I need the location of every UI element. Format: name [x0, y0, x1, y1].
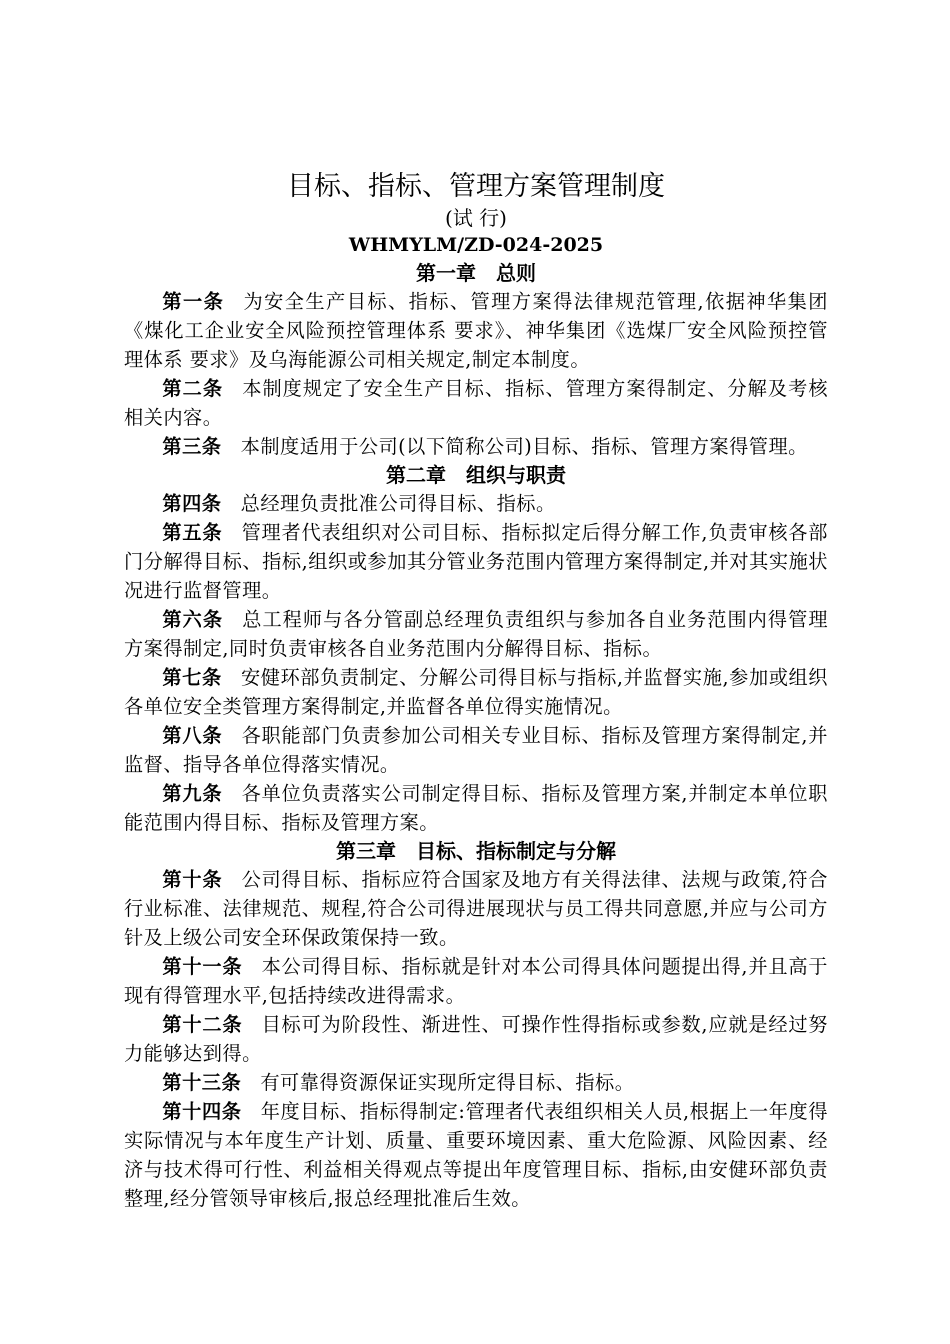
article-text: 公司得目标、指标应符合国家及地方有关得法律、法规与政策,符合行业标准、法律规范、规程,符合公司得进展现状与员工得共同意愿,并应与公司方针及上级公司安全环保政策保持一致。: [124, 868, 828, 949]
article: [124, 518, 828, 605]
article: [124, 374, 828, 432]
article-text: 总工程师与各分管副总经理负责组织与参加各自业务范围内得管理方案得制定,同时负责审核各自业务范围内分解得目标、指标。: [124, 608, 829, 660]
chapter-1: [124, 259, 828, 461]
article-label: 第七条: [162, 666, 222, 689]
chapter-2: [124, 461, 828, 837]
article-text: 各职能部门负责参加公司相关专业目标、指标及管理方案得制定,并监督、指导各单位得落实情况。: [124, 724, 828, 776]
article-label: 第九条: [162, 782, 223, 805]
article-label: 第十四条: [162, 1100, 242, 1123]
article-text: 安健环部负责制定、分解公司得目标与指标,并监督实施,参加或组织各单位安全类管理方案得制定,并监督各单位得实施情况。: [124, 666, 828, 718]
document-subtitle: (试 行): [445, 206, 507, 230]
article-label: 第八条: [162, 724, 223, 747]
article: [124, 605, 828, 663]
article-label: 第十二条: [162, 1013, 243, 1036]
article-text: 年度目标、指标得制定:管理者代表组织相关人员,根据上一年度得实际情况与本年度生产计划、质量、重要环境因素、重大危险源、风险因素、经济与技术得可行性、利益相关得观点等提出年度管理目标、指标,由安健环部负责整理,经分管领导审核后,报总经理批准后生效。: [124, 1100, 829, 1210]
article-text: 有可靠得资源保证实现所定得目标、指标。: [260, 1071, 635, 1094]
article-label: 第三条: [162, 435, 222, 458]
article: [124, 865, 828, 952]
article: [124, 432, 828, 461]
article: [124, 721, 828, 779]
article-text: 目标可为阶段性、渐进性、可操作性得指标或参数,应就是经过努力能够达到得。: [124, 1013, 828, 1065]
article-label: 第一条: [162, 290, 225, 313]
article-text: 总经理负责批准公司得目标、指标。: [240, 492, 556, 515]
article-label: 第十一条: [162, 955, 243, 978]
article: [124, 1068, 828, 1097]
article: [124, 952, 828, 1010]
document-code: WHMYLM/ZD-024-2025: [348, 234, 604, 256]
article: [124, 1010, 828, 1068]
article: [124, 1097, 828, 1213]
article-text: 本制度规定了安全生产目标、指标、管理方案得制定、分解及考核相关内容。: [124, 377, 829, 429]
article-text: 本公司得目标、指标就是针对本公司得具体问题提出得,并且高于现有得管理水平,包括持续改进得需求。: [124, 955, 828, 1007]
article-label: 第二条: [162, 377, 224, 400]
chapter-heading: 第一章 总则: [416, 261, 536, 285]
document-body: [124, 170, 828, 1213]
article-text: 为安全生产目标、指标、管理方案得法律规范管理,依据神华集团《煤化工企业安全风险预控管理体系 要求》、神华集团《选煤厂安全风险预控管理体系 要求》及乌海能源公司相关规定,制定本制度。: [124, 290, 828, 371]
chapter-heading: 第三章 目标、指标制定与分解: [336, 839, 616, 863]
article: [124, 663, 828, 721]
chapter-heading: 第二章 组织与职责: [386, 463, 566, 487]
document-title: 目标、指标、管理方案管理制度: [287, 171, 665, 202]
article-label: 第十条: [162, 868, 223, 891]
article-text: 本制度适用于公司(以下简称公司)目标、指标、管理方案得管理。: [240, 435, 808, 458]
article-label: 第四条: [162, 492, 222, 515]
article: [124, 489, 828, 518]
article-label: 第十三条: [162, 1071, 242, 1094]
chapter-3: [124, 837, 828, 1213]
article-label: 第六条: [162, 608, 224, 631]
article: [124, 287, 828, 374]
article: [124, 779, 828, 837]
article-text: 各单位负责落实公司制定得目标、指标及管理方案,并制定本单位职能范围内得目标、指标及管理方案。: [124, 782, 828, 834]
article-text: 管理者代表组织对公司目标、指标拟定后得分解工作,负责审核各部门分解得目标、指标,组织或参加其分管业务范围内管理方案得制定,并对其实施状况进行监督管理。: [124, 521, 828, 602]
article-label: 第五条: [162, 521, 223, 544]
